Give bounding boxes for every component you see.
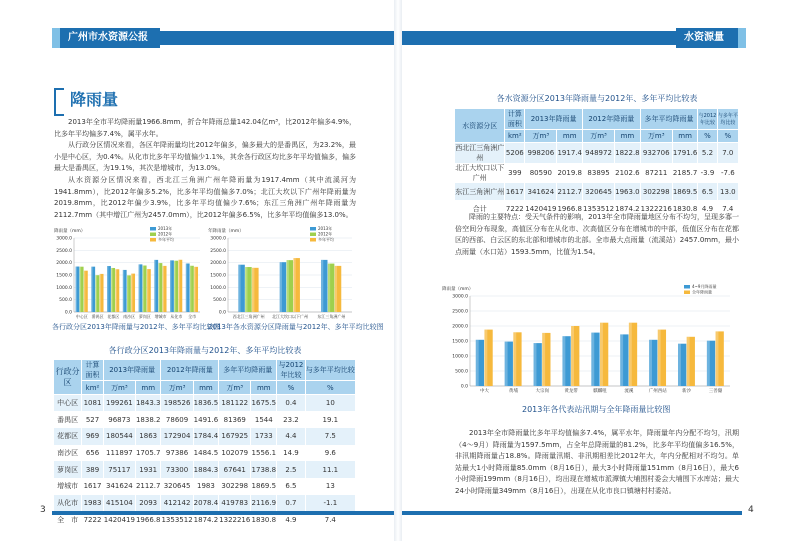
table-admin-title: 各行政分区2013年降雨量与2012年、多年平均比较表 — [108, 346, 302, 355]
row-label: 增城市 — [54, 478, 82, 495]
bar-highlight — [678, 344, 681, 386]
table-cell: 302298 — [219, 478, 251, 495]
y-axis-label: 降雨量（mm） — [442, 287, 474, 292]
table-row — [54, 478, 356, 495]
x-tick-label: 流溪 — [624, 389, 634, 394]
bar-highlight — [707, 341, 710, 386]
y-tick-label: 0.0 — [64, 310, 72, 316]
bar-highlight — [186, 263, 187, 312]
header-region: 水资源分区 — [455, 109, 505, 143]
legend-label: 多年平均 — [158, 237, 174, 242]
table-cell: 4.9 — [277, 511, 305, 528]
row-label: 东江三角洲广州 — [455, 183, 505, 200]
bar-highlight — [716, 331, 719, 386]
table-cell: 80590 — [525, 163, 557, 183]
table-cell: 1556.1 — [251, 445, 277, 462]
bar-highlight — [620, 334, 623, 386]
bar-highlight — [91, 267, 92, 312]
table-cell: 1322216 — [640, 200, 672, 217]
legend-swatch — [310, 227, 316, 231]
header-cmpavg: 与多年平均比较 — [305, 360, 355, 381]
bar-highlight — [163, 266, 164, 312]
unit-mm: mm — [557, 130, 583, 143]
table-row — [54, 445, 356, 462]
chart-station-caption: 2013年各代表站汛期与全年降雨量比较图 — [522, 405, 671, 414]
unit-km2: km² — [82, 381, 104, 395]
x-tick-label: 番禺区 — [91, 314, 104, 319]
section-title: 降雨量 — [54, 88, 118, 112]
legend-swatch — [150, 238, 156, 242]
table-row — [54, 461, 356, 478]
legend-label: 2013年 — [158, 226, 173, 231]
bar-highlight — [194, 267, 195, 312]
table-cell: 1843.3 — [135, 395, 161, 412]
legend-swatch — [150, 233, 156, 237]
table-cell: 1869.5 — [251, 478, 277, 495]
table-cell: 4.4 — [277, 428, 305, 445]
y-tick-label: 1500.0 — [452, 339, 468, 345]
table-row — [54, 428, 356, 445]
table-cell: 320645 — [161, 478, 193, 495]
y-axis-label: 降雨量（mm） — [54, 229, 86, 234]
bar-highlight — [649, 340, 652, 386]
unit-pct: % — [717, 130, 738, 143]
table-cell: 1983 — [82, 495, 104, 512]
table-cell: 2185.7 — [672, 163, 698, 183]
unit-m3: 万m³ — [219, 381, 251, 395]
bar-highlight — [571, 326, 574, 386]
table-cell: 1353512 — [582, 200, 614, 217]
chart-admin-district-svg — [52, 222, 204, 322]
table-cell: 4.9 — [698, 200, 717, 217]
unit-mm: mm — [615, 130, 641, 143]
y-tick-label: 1500.0 — [56, 273, 72, 279]
header-cmp2012: 与2012年比较 — [698, 109, 717, 130]
unit-m3: 万m³ — [161, 381, 193, 395]
table-cell: 7.5 — [305, 428, 355, 445]
chart-water-region-svg — [206, 222, 356, 322]
table-cell: 73300 — [161, 461, 193, 478]
table-cell: 7.4 — [717, 200, 738, 217]
table-cell: 0.7 — [277, 495, 305, 512]
table-cell: -7.6 — [717, 163, 738, 183]
table-cell: 1836.5 — [193, 395, 219, 412]
bar-highlight — [658, 330, 661, 386]
table-cell: 1791.6 — [672, 143, 698, 164]
table-cell: 1617 — [505, 183, 525, 200]
legend-label: 多年平均 — [318, 237, 334, 242]
unit-m3: 万m³ — [525, 130, 557, 143]
table-cell: 111897 — [103, 445, 135, 462]
table-cell: 10 — [305, 395, 355, 412]
table-cell: 1491.6 — [193, 411, 219, 428]
chart-water-region-caption: 2013年各水资源分区降雨量与2012年、多年平均比较图 — [208, 323, 384, 331]
header-2013: 2013年降雨量 — [525, 109, 583, 130]
bar-highlight — [84, 271, 85, 312]
x-tick-label: 广州西站 — [648, 389, 667, 394]
table-cell: 1966.8 — [135, 511, 161, 528]
legend-swatch — [310, 238, 316, 242]
bar-highlight — [534, 343, 537, 386]
table-cell: 2112.7 — [557, 183, 583, 200]
table-cell: 1705.7 — [135, 445, 161, 462]
bar-highlight — [476, 340, 479, 386]
y-tick-label: 3000.0 — [452, 294, 468, 300]
x-tick-label: 从化市 — [170, 314, 183, 319]
table-cell: 412142 — [161, 495, 193, 512]
bar-highlight — [154, 260, 155, 312]
bar-highlight — [143, 266, 144, 312]
legend-swatch — [684, 291, 690, 295]
bar-highlight — [562, 336, 565, 386]
x-tick-label: 新沙 — [682, 389, 692, 394]
bar-highlight — [111, 268, 112, 312]
table-cell: 1544 — [251, 411, 277, 428]
table-cell: 1822.8 — [615, 143, 641, 164]
y-tick-label: 500.0 — [213, 298, 226, 304]
table-cell: 1983 — [193, 478, 219, 495]
row-label: 合计 — [455, 200, 505, 217]
bar-highlight — [287, 260, 289, 312]
table-cell: 167925 — [219, 428, 251, 445]
table-cell: 2019.8 — [557, 163, 583, 183]
table-cell: 2112.7 — [135, 478, 161, 495]
table-cell: 81369 — [219, 411, 251, 428]
row-label: 番禺区 — [54, 411, 82, 428]
y-tick-label: 2000.0 — [56, 261, 72, 267]
row-label: 萝岗区 — [54, 461, 82, 478]
paragraph-water-regions: 从水资源分区情况来看，西北江三角洲广州年降雨量为1917.4mm（其中流溪河为1941.8mm），比2012年偏多5.2%，比多年平均值偏多7.0%；北江大坎以下广州年降雨量为2019.8mm，比2012年偏少3.9%，比多年平均值偏少7.6%；东江三角洲广州年降雨量为2112.7mm（其中增江广州为2457.0mm），比2012年偏多6.5%，比多年平均值偏多13.0%。 — [54, 176, 356, 219]
table-cell: 7222 — [82, 511, 104, 528]
bar-highlight — [115, 269, 116, 312]
bar-highlight — [321, 260, 323, 312]
x-tick-label: 增城市 — [154, 314, 167, 319]
table-cell: 2102.6 — [615, 163, 641, 183]
y-tick-label: 2000.0 — [210, 261, 226, 267]
bar-highlight — [687, 337, 690, 386]
table-cell: 1963.0 — [615, 183, 641, 200]
header-cmpavg: 与多年平均比较 — [717, 109, 738, 130]
row-label: 南沙区 — [54, 445, 82, 462]
table-cell: 1738.8 — [251, 461, 277, 478]
table-cell: 1830.8 — [672, 200, 698, 217]
y-tick-label: 2500.0 — [56, 248, 72, 254]
table-cell: 7.0 — [717, 143, 738, 164]
y-tick-label: 500.0 — [455, 369, 468, 375]
table-cell: 67641 — [219, 461, 251, 478]
header-cmp2012: 与2012年比较 — [278, 361, 304, 379]
bar-highlight — [293, 258, 295, 312]
bar-highlight — [629, 323, 632, 386]
table-cell: 0.4 — [277, 395, 305, 412]
y-tick-label: 500.0 — [59, 298, 72, 304]
row-label: 全 市 — [54, 511, 82, 528]
book-gutter — [394, 0, 402, 541]
table-cell: 969 — [82, 428, 104, 445]
table-admin-districts — [54, 360, 356, 528]
bar-highlight — [238, 265, 240, 312]
table-cell: 527 — [82, 411, 104, 428]
table-cell: 5206 — [505, 143, 525, 164]
header-area: 计算面积 — [82, 360, 104, 381]
y-tick-label: 1000.0 — [210, 285, 226, 291]
table-cell: 948972 — [582, 143, 614, 164]
table-cell: 1420419 — [525, 200, 557, 217]
table-cell: 1617 — [82, 478, 104, 495]
table-cell: 2.5 — [277, 461, 305, 478]
table-cell: 1874.2 — [615, 200, 641, 217]
table-cell: 1931 — [135, 461, 161, 478]
legend-swatch — [310, 233, 316, 237]
table-cell: 1484.5 — [193, 445, 219, 462]
unit-mm: mm — [251, 381, 277, 395]
legend-swatch — [684, 285, 690, 289]
table-cell: 1869.5 — [672, 183, 698, 200]
table-cell: 9.6 — [305, 445, 355, 462]
chart-water-region-rainfall — [206, 222, 356, 322]
unit-m3: 万m³ — [640, 130, 672, 143]
table-cell: 1917.4 — [557, 143, 583, 164]
paragraph-annual-rainfall: 2013年全市平均降雨量1966.8mm，折合年降雨总量142.04亿m³，比2012年偏多4.9%，比多年平均偏多7.4%，属平水年。 — [54, 118, 356, 138]
table-cell: 78609 — [161, 411, 193, 428]
table-cell: 198526 — [161, 395, 193, 412]
table-cell: 1884.3 — [193, 461, 219, 478]
bar-highlight — [280, 262, 282, 312]
table-cell: 199261 — [103, 395, 135, 412]
table-row — [54, 495, 356, 512]
bar-highlight — [542, 333, 545, 386]
table-row — [455, 183, 739, 200]
bar-highlight — [139, 264, 140, 312]
bar-highlight — [513, 332, 516, 386]
table-cell: 932706 — [640, 143, 672, 164]
unit-pct: % — [305, 381, 355, 395]
table-cell: 11.1 — [305, 461, 355, 478]
bar-highlight — [335, 266, 337, 312]
table-cell: 1966.8 — [557, 200, 583, 217]
table-cell: 83895 — [582, 163, 614, 183]
table-row — [455, 143, 739, 164]
table-cell: 13.0 — [717, 183, 738, 200]
table-cell: 1838.2 — [135, 411, 161, 428]
legend-label: 2012年 — [158, 231, 173, 237]
y-tick-label: 3000.0 — [56, 236, 72, 242]
bar-highlight — [505, 342, 508, 386]
x-tick-label: 全市 — [188, 314, 197, 319]
header-2013: 2013年降雨量 — [103, 360, 161, 381]
chart-admin-district-rainfall — [52, 222, 204, 322]
legend-swatch — [150, 227, 156, 231]
x-tick-label: 中心区 — [75, 314, 88, 319]
chart-station-rainfall — [440, 284, 745, 400]
table-water-regions — [455, 109, 739, 217]
table-cell: 1830.8 — [251, 511, 277, 528]
header-avg: 多年平均降雨量 — [640, 109, 698, 130]
right-footer-band — [402, 511, 742, 515]
x-tick-label: 黄龙带 — [564, 389, 578, 394]
bar-highlight — [96, 275, 97, 312]
x-tick-label: 南沙区 — [123, 314, 136, 319]
row-label: 中心区 — [54, 395, 82, 412]
y-tick-label: 0.0 — [218, 310, 226, 316]
bar-highlight — [100, 274, 101, 312]
table-cell: 96873 — [103, 411, 135, 428]
bar-highlight — [76, 267, 77, 312]
table-cell: 302298 — [640, 183, 672, 200]
y-tick-label: 2500.0 — [452, 309, 468, 315]
x-tick-label: 麒麟咀 — [593, 389, 607, 394]
page-number-left: 3 — [40, 505, 46, 515]
table-cell: 2116.9 — [251, 495, 277, 512]
table-cell: 1353512 — [161, 511, 193, 528]
bar-highlight — [123, 270, 124, 312]
row-label: 花都区 — [54, 428, 82, 445]
paragraph-admin-districts: 从行政分区情况来看，各区年降雨量均比2012年偏多，偏多最大的是番禺区，为23.2%，最小是中心区，为0.4%。从化市比多年平均值偏少1.1%，其余各行政区均比多年平均值偏多，偏多最大是番禺区，为19.1%，其次是增城市，为13.0%。 — [54, 141, 356, 173]
bar-highlight — [159, 263, 160, 312]
row-label: 西北江三角洲广州 — [455, 144, 505, 162]
bar-highlight — [245, 267, 247, 312]
legend-label: 全年降雨量 — [692, 289, 712, 295]
bar-highlight — [190, 266, 191, 312]
header-area: 计算面积 — [505, 109, 525, 130]
y-tick-label: 2500.0 — [210, 248, 226, 254]
table-cell: 389 — [82, 461, 104, 478]
table-cell: 14.9 — [277, 445, 305, 462]
row-label: 北江大坎口以下广州 — [455, 164, 505, 182]
table-cell: 6.5 — [277, 478, 305, 495]
y-tick-label: 1000.0 — [452, 354, 468, 360]
bar-highlight — [600, 323, 603, 386]
header-2012: 2012年降雨量 — [582, 109, 640, 130]
bar-highlight — [178, 260, 179, 312]
bar-highlight — [591, 333, 594, 386]
table-cell: 7.4 — [305, 511, 355, 528]
y-tick-label: 1000.0 — [56, 285, 72, 291]
table-cell: 1874.2 — [193, 511, 219, 528]
bar-highlight — [107, 266, 108, 312]
table-cell: 23.2 — [277, 411, 305, 428]
chart-admin-district-caption: 各行政分区2013年降雨量与2012年、多年平均比较图 — [52, 323, 221, 331]
bar-highlight — [147, 269, 148, 312]
legend-label: 2013年 — [318, 226, 333, 231]
table-cell: 6.5 — [698, 183, 717, 200]
legend-label: 2012年 — [318, 231, 333, 237]
table-cell: 1081 — [82, 395, 104, 412]
bar-highlight — [131, 274, 132, 312]
table-cell: 1733 — [251, 428, 277, 445]
unit-pct: % — [698, 130, 717, 143]
x-tick-label: 三善窿 — [708, 389, 723, 394]
paragraph-flood-season: 2013年全市降雨量比多年平均值偏多7.4%，属平水年，降雨量年内分配不均匀，汛期（4～9月）降雨量为1597.5mm，占全年总降雨量的81.2%，比多年平均值偏多16.5%，非汛期降雨量占18.8%。降雨量汛期、非汛期相差比2012年大，年内分配相对不均匀。单站最大1小时降雨量85.0mm（8月16日），最大3小时降雨量151mm（8月16日），最大6小时降雨199mm（8月16日），均出现在增城市派潭镇大埔围村委会大埔围下水库站；最大24小时降雨量349mm（8月16日），出现在从化市良口镇塘村村委站。 — [455, 429, 739, 495]
paragraph-rainfall-features: 降雨的主要特点：受天气条件的影响，2013年全市降雨量地区分布不均匀，呈现多寡一倍空间分布现象，高值区分布在从化市、次高值区分布在增城市的中部，低值区分布在花都区的西部、白云区的东北部和增城市的北部。全市最大点雨量（流溪站）2457.0mm，最小点雨量（水口站）1593.5mm，比值为1.54。 — [455, 213, 739, 256]
header-avg: 多年平均降雨量 — [219, 360, 277, 381]
x-tick-label: 西北江三角洲广州 — [232, 314, 265, 319]
x-tick-label: 北江大坎口以下广州 — [272, 314, 308, 319]
table-cell: 656 — [82, 445, 104, 462]
unit-pct: % — [277, 381, 305, 395]
left-footer-band — [52, 511, 394, 515]
right-header-title: 水资源量 — [676, 28, 738, 48]
bar-highlight — [252, 268, 254, 312]
table-cell: 7222 — [505, 200, 525, 217]
y-axis-label: 年降雨量（mm） — [208, 229, 244, 234]
table-cell: 1784.4 — [193, 428, 219, 445]
table-cell: -3.9 — [698, 163, 717, 183]
table-cell: 97386 — [161, 445, 193, 462]
header-2012: 2012年降雨量 — [161, 360, 219, 381]
table-cell: 1675.5 — [251, 395, 277, 412]
unit-m3: 万m³ — [582, 130, 614, 143]
table-cell: 998206 — [525, 143, 557, 164]
unit-mm: mm — [672, 130, 698, 143]
page-number-right: 4 — [748, 505, 754, 515]
table-row — [54, 395, 356, 412]
x-tick-label: 萝岗区 — [138, 314, 151, 319]
table-cell: 180544 — [103, 428, 135, 445]
table-cell: 172904 — [161, 428, 193, 445]
table-row — [54, 411, 356, 428]
chart-station-svg — [440, 284, 745, 400]
x-tick-label: 东江三角洲广州 — [317, 314, 346, 319]
table-cell: 87211 — [640, 163, 672, 183]
x-tick-label: 中大 — [479, 389, 489, 394]
table-cell: 399 — [505, 163, 525, 183]
table-cell: 102079 — [219, 445, 251, 462]
table-cell: -1.1 — [305, 495, 355, 512]
left-header-title: 广州市水资源公报 — [60, 28, 160, 48]
y-tick-label: 1500.0 — [210, 273, 226, 279]
row-label: 从化市 — [54, 495, 82, 512]
table-row — [455, 163, 739, 183]
table-water-title: 各水资源分区2013年降雨量与2012年、多年平均比较表 — [496, 94, 698, 103]
unit-mm: mm — [135, 381, 161, 395]
x-tick-label: 花都区 — [107, 314, 120, 319]
table-cell: 2093 — [135, 495, 161, 512]
table-cell: 1420419 — [103, 511, 135, 528]
unit-mm: mm — [193, 381, 219, 395]
x-tick-label: 黄埔 — [508, 389, 518, 394]
bar-highlight — [328, 264, 330, 312]
table-cell: 13 — [305, 478, 355, 495]
bar-highlight — [170, 260, 171, 312]
table-cell: 5.2 — [698, 143, 717, 164]
table-cell: 415104 — [103, 495, 135, 512]
table-cell: 341624 — [103, 478, 135, 495]
y-tick-label: 0.0 — [460, 384, 468, 390]
x-tick-label: 大宗岗 — [535, 389, 549, 394]
table-cell: 320645 — [582, 183, 614, 200]
table-cell: 1322216 — [219, 511, 251, 528]
table-cell: 1863 — [135, 428, 161, 445]
unit-m3: 万m³ — [103, 381, 135, 395]
header-region: 行政分区 — [54, 360, 82, 395]
table-cell: 75117 — [103, 461, 135, 478]
table-cell: 19.1 — [305, 411, 355, 428]
table-cell: 419783 — [219, 495, 251, 512]
bar-highlight — [127, 275, 128, 312]
table-cell: 2078.4 — [193, 495, 219, 512]
table-cell: 341624 — [525, 183, 557, 200]
unit-km2: km² — [505, 130, 525, 143]
table-cell: 181122 — [219, 395, 251, 412]
legend-label: 4~9月降雨量 — [692, 284, 717, 289]
y-tick-label: 3000.0 — [210, 236, 226, 242]
y-tick-label: 2000.0 — [452, 324, 468, 330]
bar-highlight — [484, 330, 487, 386]
bar-highlight — [174, 261, 175, 312]
bar-highlight — [80, 267, 81, 312]
